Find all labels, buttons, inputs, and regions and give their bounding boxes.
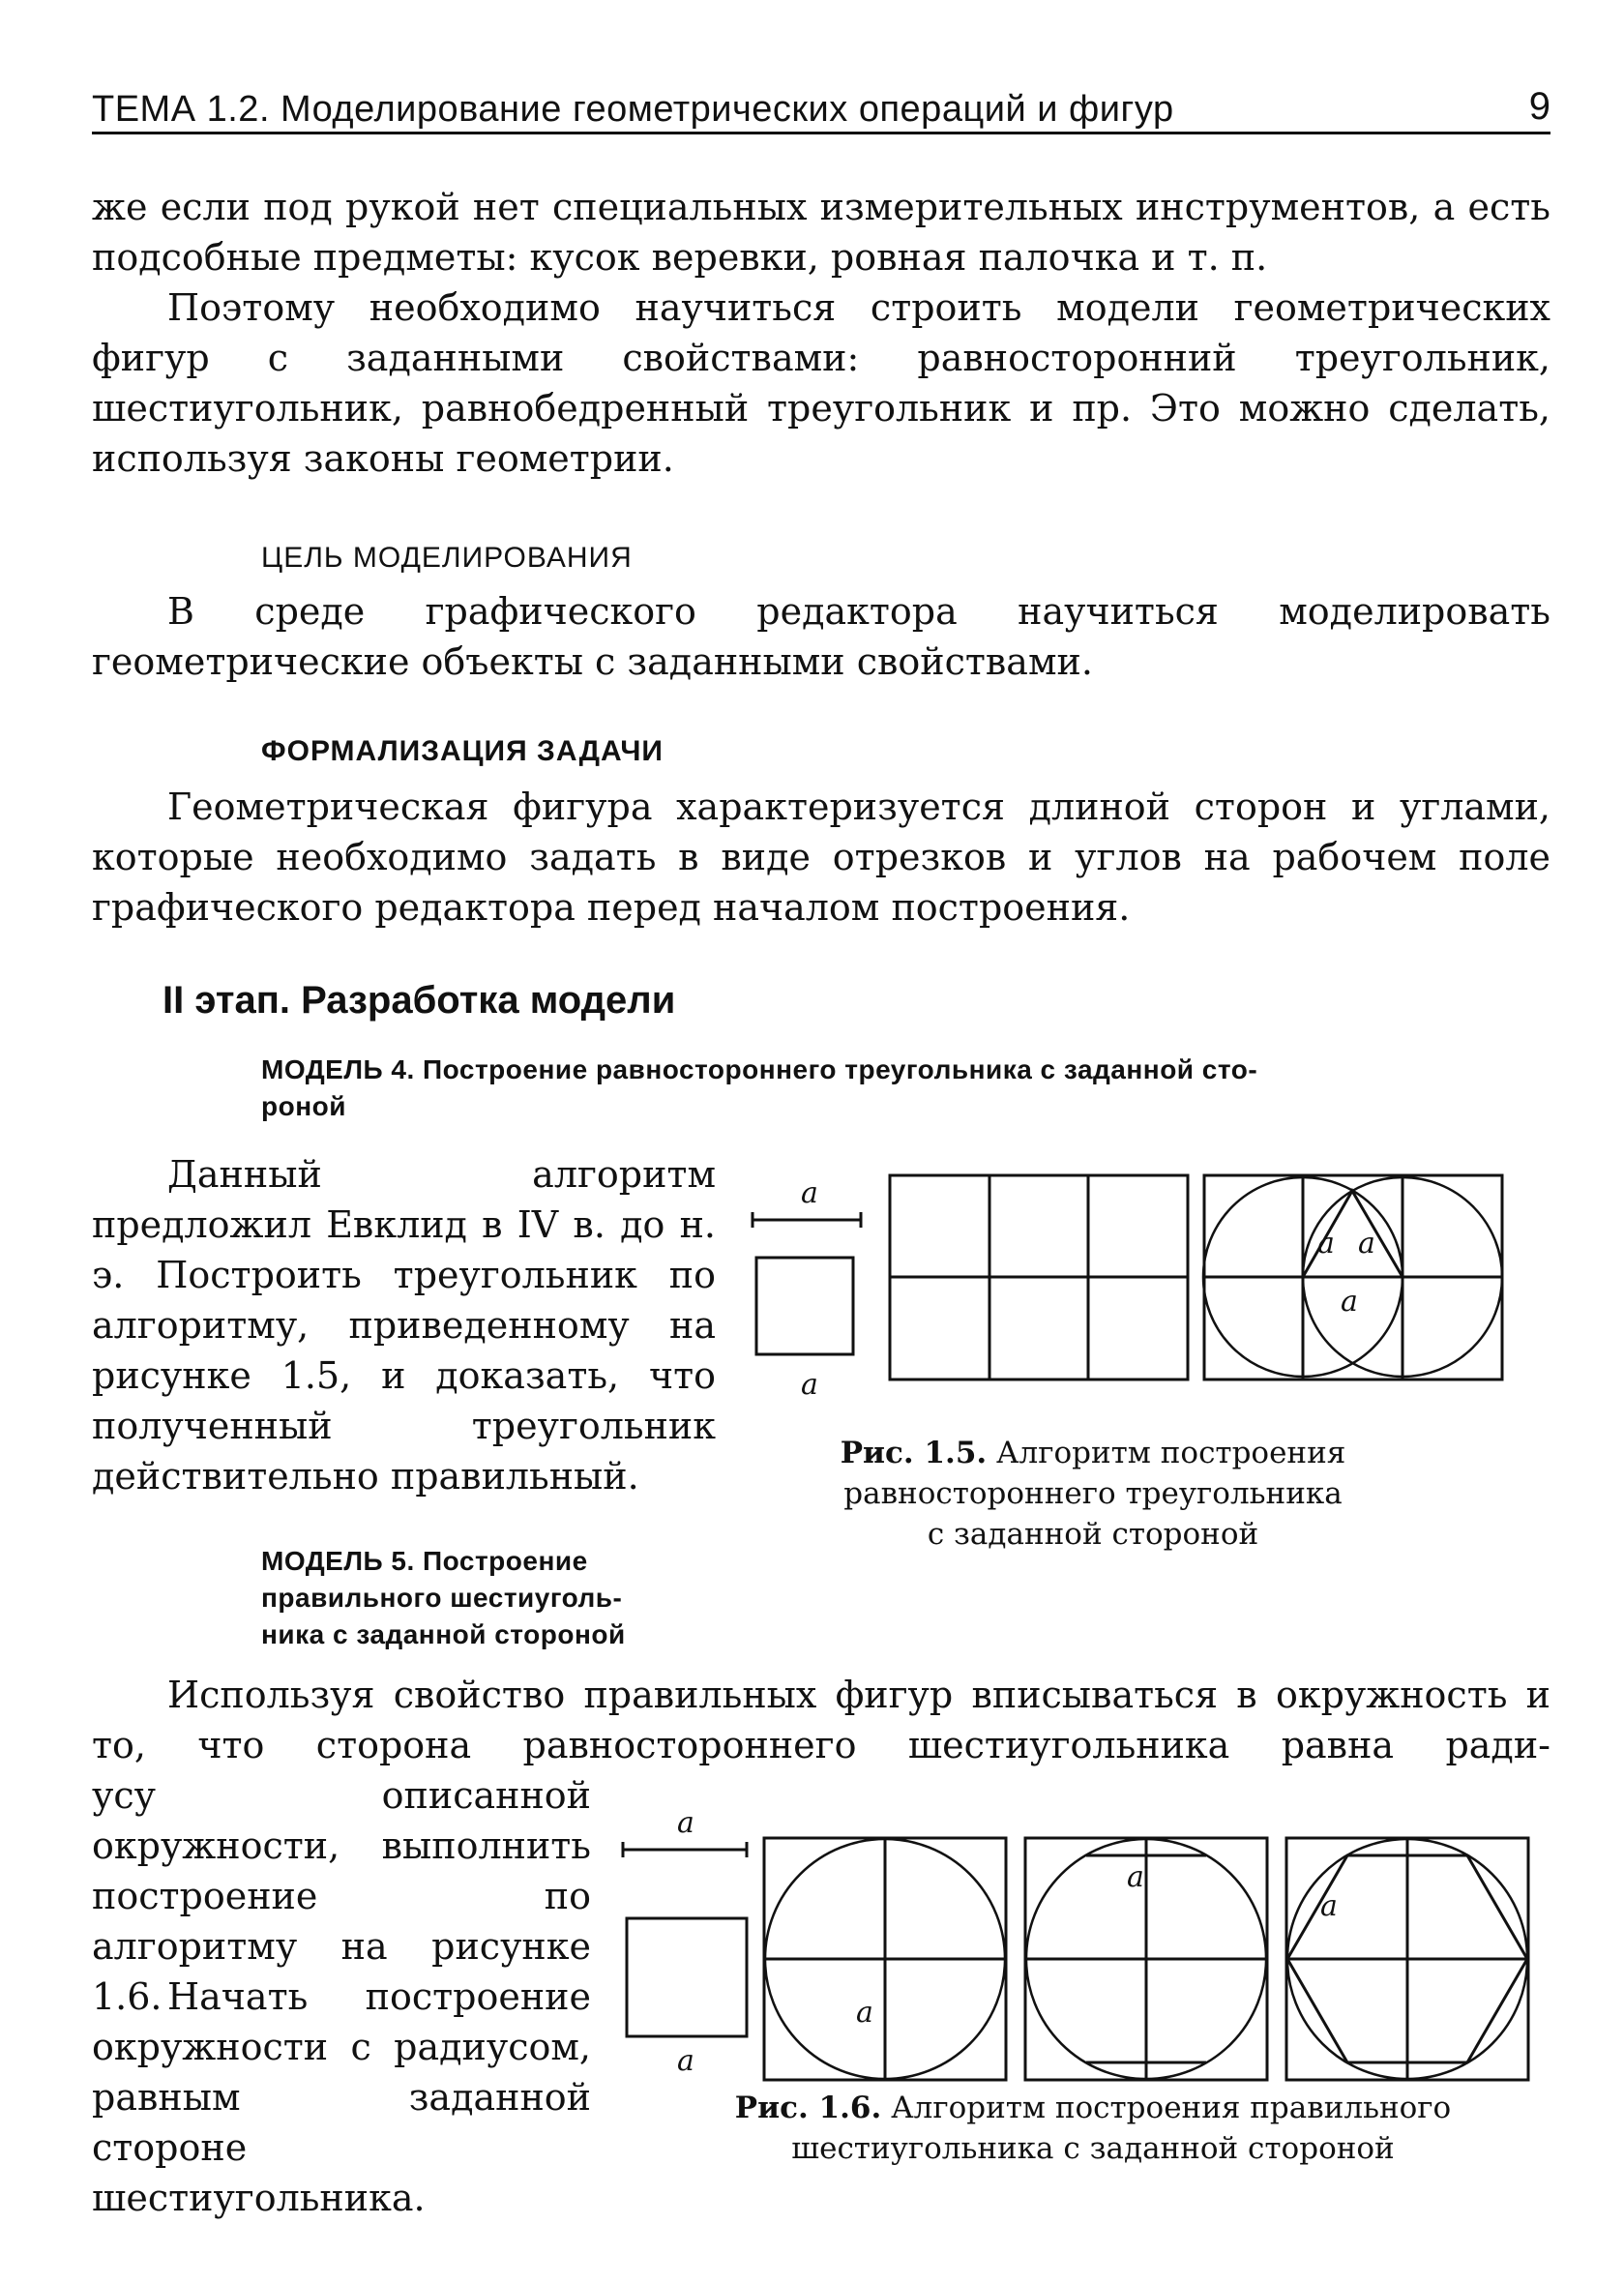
fig15-circles-panel: [1203, 1175, 1502, 1379]
model5-heading-line3: ника с заданной стороной: [261, 1619, 626, 1649]
fig16-caption-line2: шестиугольника с заданной стороной: [791, 2131, 1395, 2166]
fig15-label-a-left: a: [1317, 1227, 1335, 1261]
figure-1-5: [745, 1175, 1557, 1417]
fig16-panel-circle: [764, 1838, 1006, 2080]
model4-heading: [261, 1052, 1550, 1125]
fig15-label-a-right: a: [1358, 1227, 1375, 1261]
fig15-label-a-bottom: a: [801, 1368, 818, 1402]
formalization-heading: ФОРМАЛИЗАЦИЯ ЗАДАЧИ: [261, 735, 664, 767]
figure-1-6: [619, 1806, 1548, 2080]
fig15-caption-number: Рис. 1.5.: [840, 1436, 988, 1470]
fig16-panel-hexagon: [1286, 1838, 1528, 2080]
fig16-segment-a: [623, 1842, 747, 1857]
goal-text: В среде графического редактора научиться моделировать геометрические объекты с заданными свойствами.: [92, 590, 1550, 683]
model4-heading-line1: МОДЕЛЬ 4. Построение равностороннего треугольника с заданной сто-: [261, 1054, 1258, 1084]
model5-heading-line2: правильного шестиуголь-: [261, 1583, 623, 1613]
header-title: ТЕМА 1.2. Моделирование геометрических операций и фигур: [92, 89, 1174, 130]
intro-paragraph-2: Поэтому необходимо научиться строить модели геометрических фигур с заданными свойствами: равносторонний треугольник, шестиугольник, равнобедренный треугольник и пр. Это можно сделать, используя законы геометрии.: [92, 286, 1550, 480]
fig16-caption-line1: Алгоритм построения правильного: [881, 2091, 1452, 2125]
fig16-label-a-top: a: [677, 1806, 694, 1840]
fig15-caption-line2: равностороннего треугольника: [843, 1476, 1343, 1511]
fig15-grid-panel: [890, 1175, 1188, 1379]
fig15-label-a-base: a: [1341, 1285, 1358, 1319]
stage-heading: II этап. Разработка модели: [162, 979, 676, 1022]
model5-text-narrow: усу описанной окружности, выполнить построение по алгоритму на рисунке 1.6.: [92, 1774, 591, 2018]
intro-paragraph-1: же если под рукой нет специальных измерительных инструментов, а есть подсобные предметы: кусок веревки, ровная палочка и т. п.: [92, 186, 1550, 279]
fig16-panel-chords: [1025, 1838, 1267, 2080]
running-header: [92, 85, 1550, 134]
fig15-caption-line3: с заданной стороной: [927, 1517, 1259, 1552]
fig15-square: [756, 1258, 853, 1354]
fig16-label-a-chord: a: [1127, 1860, 1144, 1894]
fig16-label-a-side: a: [1320, 1889, 1338, 1923]
goal-heading: ЦЕЛЬ МОДЕЛИРОВАНИЯ: [261, 542, 633, 574]
model4-heading-line2: роной: [261, 1091, 346, 1121]
fig15-caption-line1: Алгоритм построения: [987, 1436, 1346, 1470]
fig16-label-a-bottom: a: [677, 2044, 694, 2078]
fig15-label-a-top: a: [801, 1176, 818, 1210]
fig16-square: [627, 1918, 747, 2036]
figure-1-5-caption: [832, 1433, 1354, 1555]
model5-heading: [261, 1543, 725, 1653]
model4-text: Данный алгоритм предложил Евклид в IV в. до н. э. Построить треугольник по алгоритму, приведенному на рисунке 1.5, и доказать, что полученный треугольник действительно правильный.: [92, 1153, 716, 1498]
figure-1-6-caption: [638, 2088, 1548, 2169]
fig15-segment-a: [753, 1212, 861, 1228]
model5-text-wide: Используя свойство правильных фигур вписываться в окружность и то, что сторона равностороннего шестиугольника равна ради-: [92, 1674, 1550, 1766]
formalization-text: Геометрическая фигура характеризуется длиной сторон и углами, которые необходимо задать в виде отрезков и углов на рабочем поле графического редактора перед началом построения.: [92, 786, 1550, 929]
model5-heading-line1: МОДЕЛЬ 5. Построение: [261, 1546, 588, 1576]
model5-text2: Начать построение окружности с радиусом, равным заданной стороне шестиугольника.: [92, 1975, 591, 2219]
fig16-caption-number: Рис. 1.6.: [734, 2091, 882, 2125]
fig16-label-a-radius: a: [856, 1996, 873, 2030]
page-number: 9: [1528, 85, 1550, 128]
